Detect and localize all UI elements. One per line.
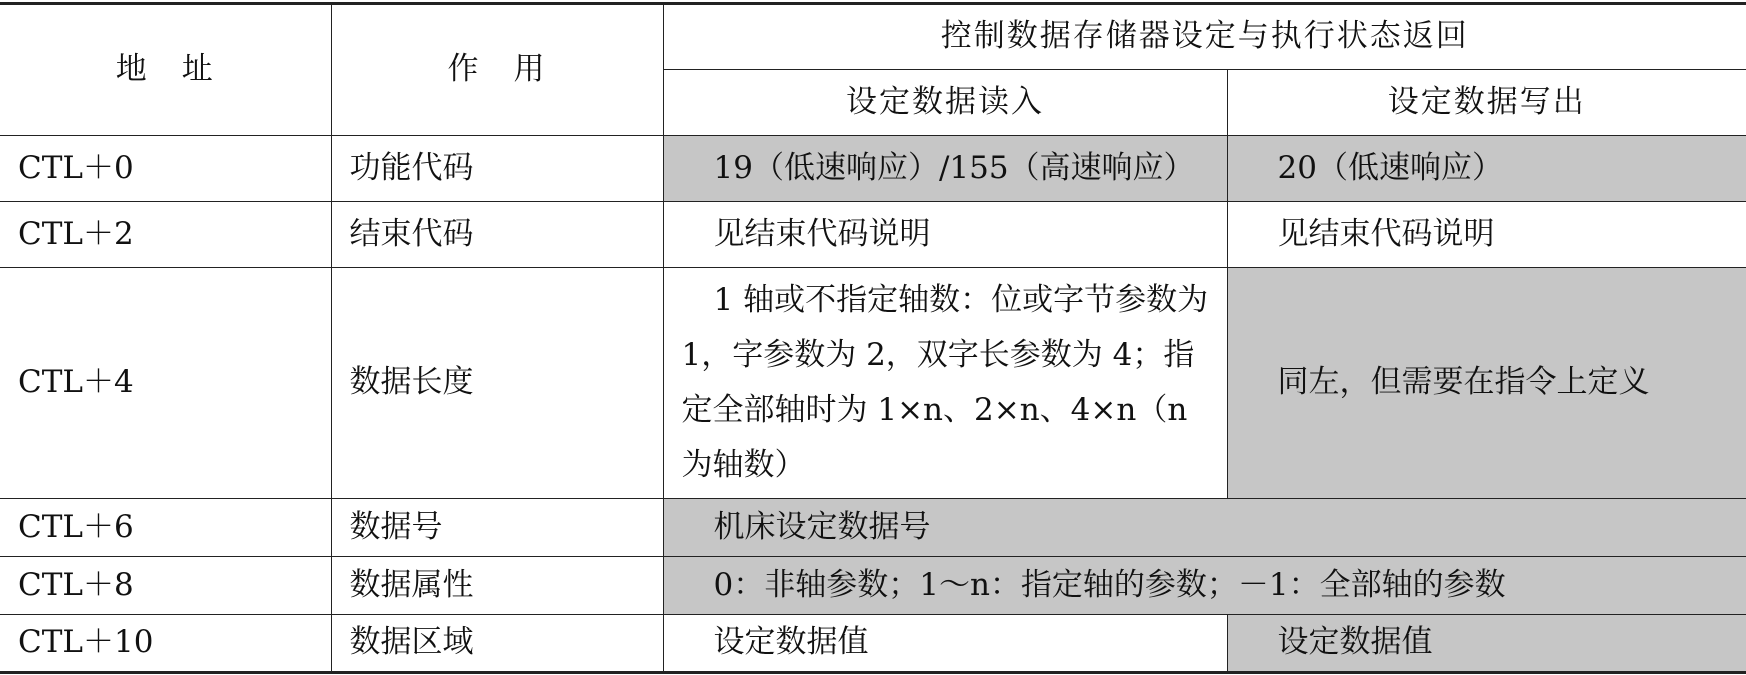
header-function: 作 用 [331,4,663,136]
cell-function: 数据属性 [331,557,663,615]
cell-function: 功能代码 [331,136,663,202]
cell-function: 数据号 [331,499,663,557]
cell-read: 1 轴或不指定轴数：位或字节参数为 1，字参数为 2，双字长参数为 4；指定全部轴时为 1×n、2×n、4×n（n 为轴数） [663,268,1227,499]
table-row [0,615,1746,673]
header-row-1 [0,4,1746,70]
header-group: 控制数据存储器设定与执行状态返回 [663,4,1746,70]
cell-address: CTL＋2 [0,202,331,268]
cell-read: 19（低速响应）/155（高速响应） [663,136,1227,202]
cell-write: 同左，但需要在指令上定义 [1227,268,1746,499]
header-write: 设定数据写出 [1227,70,1746,136]
table-row [0,202,1746,268]
table-row [0,268,1746,499]
cell-address: CTL＋0 [0,136,331,202]
table-row [0,499,1746,557]
cell-function: 结束代码 [331,202,663,268]
cell-address: CTL＋6 [0,499,331,557]
cell-write: 20（低速响应） [1227,136,1746,202]
cell-merged: 机床设定数据号 [663,499,1746,557]
control-data-table [0,2,1746,674]
cell-merged: 0：非轴参数；1～n：指定轴的参数；－1：全部轴的参数 [663,557,1746,615]
header-address: 地 址 [0,4,331,136]
cell-address: CTL＋10 [0,615,331,673]
cell-address: CTL＋8 [0,557,331,615]
cell-write: 见结束代码说明 [1227,202,1746,268]
table-row [0,557,1746,615]
header-read: 设定数据读入 [663,70,1227,136]
table-row [0,136,1746,202]
cell-read: 见结束代码说明 [663,202,1227,268]
cell-function: 数据区域 [331,615,663,673]
cell-write: 设定数据值 [1227,615,1746,673]
cell-function: 数据长度 [331,268,663,499]
cell-address: CTL＋4 [0,268,331,499]
cell-read: 设定数据值 [663,615,1227,673]
